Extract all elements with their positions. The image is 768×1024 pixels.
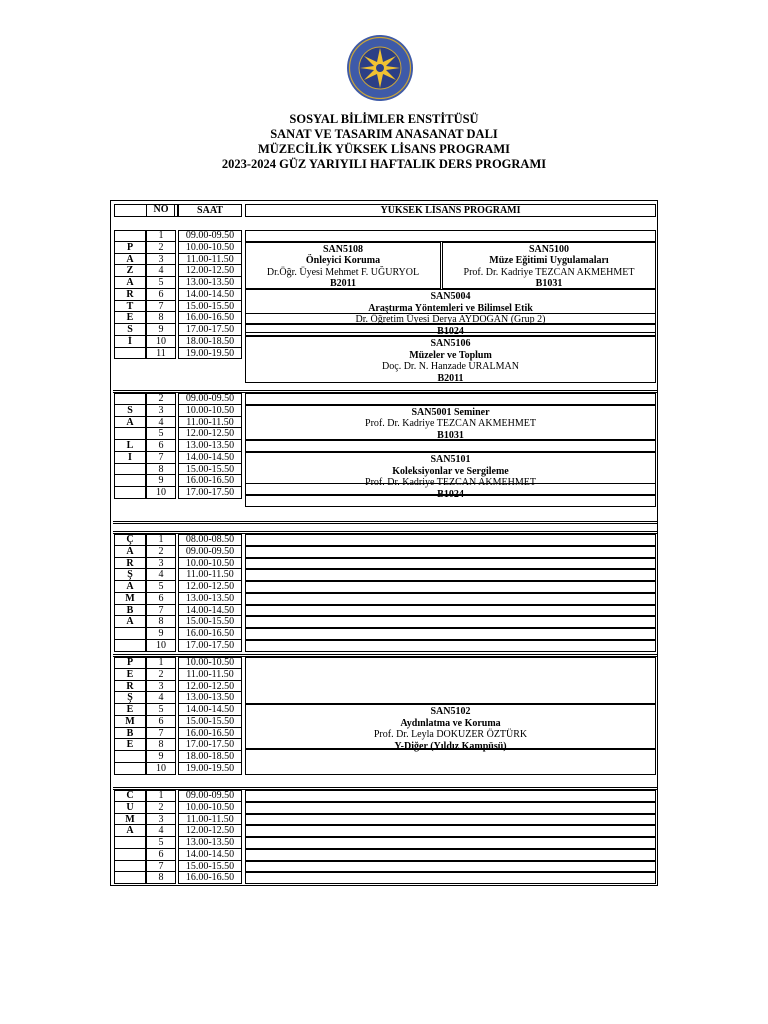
row-time: 16.00-16.50 — [178, 728, 242, 740]
row-time: 14.00-14.50 — [178, 849, 242, 861]
row-time: 11.00-11.50 — [178, 669, 242, 681]
row-time: 17.00-17.50 — [178, 487, 242, 499]
empty-slot — [245, 393, 656, 405]
row-letter-cell — [114, 348, 146, 360]
empty-slot — [245, 802, 656, 814]
course-room: B1031 — [535, 278, 563, 290]
row-time: 13.00-13.50 — [178, 440, 242, 452]
day-letter: E — [126, 668, 134, 680]
row-time: 15.00-15.50 — [178, 716, 242, 728]
row-no: 3 — [146, 254, 176, 266]
course-room: Y-Diğer (Yıldız Kampüsü) — [394, 740, 507, 752]
row-time: 16.00-16.50 — [178, 872, 242, 884]
row-no: 1 — [146, 790, 176, 802]
empty-slot — [245, 628, 656, 640]
row-no: 10 — [146, 487, 176, 499]
day-letter: Z — [126, 265, 134, 277]
course-name: Araştırma Yöntemleri ve Bilimsel Etik — [368, 302, 533, 314]
row-letter-cell — [114, 861, 146, 873]
course-block-san5001 — [245, 405, 656, 441]
row-no: 2 — [146, 802, 176, 814]
empty-slot — [245, 440, 656, 452]
empty-slot — [245, 495, 656, 507]
row-no: 4 — [146, 692, 176, 704]
empty-slot — [245, 849, 656, 861]
course-code: SAN5001 Seminer — [411, 406, 490, 418]
row-no: 11 — [146, 348, 176, 360]
empty-slot — [245, 313, 656, 325]
course-name: Koleksiyonlar ve Sergileme — [392, 465, 509, 477]
row-no: 2 — [146, 669, 176, 681]
day-separator — [113, 521, 657, 524]
day-letter: B — [126, 604, 134, 616]
row-time: 14.00-14.50 — [178, 452, 242, 464]
row-no: 10 — [146, 640, 176, 652]
day-letter: R — [126, 557, 134, 569]
row-no: 7 — [146, 728, 176, 740]
title-line-2: SANAT VE TASARIM ANASANAT DALI — [270, 127, 498, 141]
day-letter: İ — [128, 335, 132, 347]
row-time: 13.00-13.50 — [178, 277, 242, 289]
day-letter: E — [126, 704, 134, 715]
course-block-san5102 — [245, 704, 656, 752]
row-letter-cell — [114, 640, 146, 652]
row-time: 12.00-12.50 — [178, 428, 242, 440]
day-letter: A — [126, 416, 134, 428]
day-letter: L — [126, 440, 134, 451]
row-time: 14.00-14.50 — [178, 289, 242, 301]
course-room: B1024 — [437, 488, 464, 500]
empty-slot — [245, 230, 656, 242]
empty-slot — [245, 569, 656, 581]
empty-slot — [245, 593, 656, 605]
course-name: Müze Eğitimi Uygulamaları — [489, 255, 609, 267]
row-no: 4 — [146, 417, 176, 429]
empty-slot — [245, 837, 656, 849]
row-time: 12.00-12.50 — [178, 681, 242, 693]
row-time: 18.00-18.50 — [178, 751, 242, 763]
course-instructor: Dr. Öğretim Üyesi Derya AYDOĞAN (Grup 2) — [355, 314, 546, 325]
day-letter: B — [126, 727, 134, 739]
row-no: 9 — [146, 751, 176, 763]
empty-slot — [245, 324, 656, 336]
course-name: Aydınlatma ve Koruma — [400, 717, 501, 729]
row-no: 3 — [146, 814, 176, 826]
row-no: 5 — [146, 428, 176, 440]
row-time: 12.00-12.50 — [178, 825, 242, 837]
row-time: 15.00-15.50 — [178, 464, 242, 476]
course-code: SAN5106 — [430, 338, 471, 349]
row-letter-cell — [114, 837, 146, 849]
row-time: 10.00-10.50 — [178, 242, 242, 254]
row-time: 16.00-16.50 — [178, 475, 242, 487]
course-instructor: Prof. Dr. Kadriye TEZCAN AKMEHMET — [463, 266, 635, 278]
day-letter: U — [126, 801, 134, 813]
day-letter: S — [127, 404, 133, 416]
course-name: Müzeler ve Toplum — [409, 349, 492, 361]
empty-slot — [245, 825, 656, 837]
course-code: SAN5101 — [430, 454, 471, 465]
row-time: 14.00-14.50 — [178, 605, 242, 617]
row-no: 10 — [146, 336, 176, 348]
course-room: B2011 — [437, 372, 464, 384]
title-line-4: 2023-2024 GÜZ YARIYILI HAFTALIK DERS PROGRAMI — [221, 157, 547, 171]
row-time: 13.00-13.50 — [178, 837, 242, 849]
row-time: 12.00-12.50 — [178, 265, 242, 277]
row-letter-cell — [114, 464, 146, 476]
row-time: 08.00-08.50 — [178, 534, 242, 546]
row-no: 8 — [146, 464, 176, 476]
course-instructor: Prof. Dr. Leyla DOKUZER ÖZTÜRK — [373, 729, 528, 740]
row-letter-cell — [114, 428, 146, 440]
course-block-san5100 — [442, 242, 656, 289]
row-no: 3 — [146, 558, 176, 570]
row-no: 5 — [146, 704, 176, 716]
course-name: Önleyici Koruma — [305, 255, 381, 267]
row-letter-cell — [114, 849, 146, 861]
row-no: 6 — [146, 849, 176, 861]
day-letter: E — [126, 312, 134, 324]
empty-slot — [245, 605, 656, 617]
row-letter-cell — [114, 872, 146, 884]
course-instructor: Dr.Öğr. Üyesi Mehmet F. UĞURYOL — [266, 266, 420, 278]
row-time: 11.00-11.50 — [178, 814, 242, 826]
row-no: 8 — [146, 312, 176, 324]
day-letter: Ş — [127, 569, 133, 581]
day-letter: A — [126, 253, 134, 265]
header-no: NO — [153, 204, 169, 215]
day-letter: A — [126, 581, 134, 592]
row-time: 11.00-11.50 — [178, 254, 242, 266]
row-letter-cell — [114, 475, 146, 487]
course-block-san5106 — [245, 336, 656, 383]
row-letter-cell — [114, 393, 146, 405]
row-no: 8 — [146, 739, 176, 751]
empty-slot — [245, 814, 656, 826]
title-line-1: SOSYAL BİLİMLER ENSTİTÜSÜ — [289, 112, 479, 126]
row-time: 17.00-17.50 — [178, 324, 242, 336]
row-time: 19.00-19.50 — [178, 348, 242, 360]
row-no: 7 — [146, 452, 176, 464]
row-time: 11.00-11.50 — [178, 417, 242, 429]
empty-slot — [245, 872, 656, 884]
day-letter: M — [125, 813, 135, 825]
day-letter: T — [126, 300, 134, 312]
day-letter: I — [128, 451, 132, 463]
day-letter: M — [125, 715, 135, 727]
course-instructor: Prof. Dr. Kadriye TEZCAN AKMEHMET — [365, 418, 536, 430]
row-letter-cell — [114, 763, 146, 775]
row-time: 14.00-14.50 — [178, 704, 242, 716]
empty-slot — [245, 616, 656, 628]
row-no: 3 — [146, 681, 176, 693]
course-code: SAN5108 — [322, 243, 363, 255]
row-no: 6 — [146, 440, 176, 452]
row-time: 09.00-09.50 — [178, 230, 242, 242]
course-room: B1024 — [437, 325, 464, 337]
row-no: 2 — [146, 242, 176, 254]
document-title — [0, 112, 768, 172]
row-time: 17.00-17.50 — [178, 739, 242, 751]
day-letter: A — [126, 277, 134, 288]
row-time: 09.00-09.50 — [178, 546, 242, 558]
empty-slot — [245, 861, 656, 873]
course-room: B1031 — [437, 429, 464, 441]
row-time: 19.00-19.50 — [178, 763, 242, 775]
row-letter-cell — [114, 230, 146, 242]
row-no: 8 — [146, 872, 176, 884]
empty-slot — [245, 640, 656, 652]
row-no: 6 — [146, 289, 176, 301]
row-letter-cell — [114, 751, 146, 763]
empty-block — [245, 749, 656, 774]
empty-slot — [245, 534, 656, 546]
row-no: 3 — [146, 405, 176, 417]
row-letter-cell — [114, 628, 146, 640]
row-no: 7 — [146, 605, 176, 617]
row-time: 15.00-15.50 — [178, 861, 242, 873]
course-block-san5108 — [245, 242, 441, 289]
empty-block — [245, 657, 656, 704]
course-code: SAN5004 — [430, 291, 471, 302]
row-no: 9 — [146, 324, 176, 336]
row-no: 8 — [146, 616, 176, 628]
day-letter: A — [126, 616, 134, 628]
row-no: 2 — [146, 546, 176, 558]
empty-slot — [245, 483, 656, 495]
row-time: 15.00-15.50 — [178, 616, 242, 628]
row-time: 10.00-10.50 — [178, 657, 242, 669]
row-time: 16.00-16.50 — [178, 628, 242, 640]
row-no: 2 — [146, 393, 176, 405]
day-letter: Ç — [126, 534, 134, 545]
row-time: 15.00-15.50 — [178, 301, 242, 313]
row-letter-cell — [114, 487, 146, 499]
row-time: 13.00-13.50 — [178, 692, 242, 704]
row-no: 1 — [146, 534, 176, 546]
header-no-box — [146, 204, 178, 217]
day-letter: S — [127, 324, 133, 335]
row-time: 09.00-09.50 — [178, 393, 242, 405]
row-no: 5 — [146, 277, 176, 289]
empty-slot — [245, 546, 656, 558]
day-letter: M — [125, 592, 135, 604]
row-time: 18.00-18.50 — [178, 336, 242, 348]
row-no: 7 — [146, 301, 176, 313]
empty-slot — [245, 558, 656, 570]
empty-slot — [245, 581, 656, 593]
header-saat: SAAT — [178, 204, 242, 217]
row-no: 6 — [146, 593, 176, 605]
day-letter: P — [126, 657, 134, 668]
course-room: B2011 — [329, 278, 357, 290]
day-letter: Ş — [127, 692, 133, 704]
course-instructor: Doç. Dr. N. Hanzade URALMAN — [382, 361, 519, 372]
day-letter: P — [126, 241, 134, 253]
row-time: 12.00-12.50 — [178, 581, 242, 593]
day-letter: C — [126, 790, 134, 801]
title-line-3: MÜZECİLİK YÜKSEK LİSANS PROGRAMI — [257, 142, 510, 156]
row-no: 9 — [146, 475, 176, 487]
row-time: 17.00-17.50 — [178, 640, 242, 652]
row-no: 5 — [146, 837, 176, 849]
day-letter: A — [126, 545, 134, 557]
row-time: 09.00-09.50 — [178, 790, 242, 802]
day-letter: R — [126, 288, 134, 300]
row-no: 4 — [146, 569, 176, 581]
row-no: 7 — [146, 861, 176, 873]
day-letter: R — [126, 680, 134, 692]
row-no: 6 — [146, 716, 176, 728]
row-time: 13.00-13.50 — [178, 593, 242, 605]
university-logo — [346, 34, 414, 102]
row-no: 4 — [146, 265, 176, 277]
row-no: 4 — [146, 825, 176, 837]
row-time: 16.00-16.50 — [178, 312, 242, 324]
row-time: 10.00-10.50 — [178, 405, 242, 417]
row-no: 10 — [146, 763, 176, 775]
course-instructor: Prof. Dr. Kadriye TEZCAN AKMEHMET — [365, 477, 536, 488]
header-program: YÜKSEK LİSANS PROGRAMI — [245, 204, 656, 217]
row-time: 11.00-11.50 — [178, 569, 242, 581]
schedule-table — [110, 200, 658, 886]
row-time: 10.00-10.50 — [178, 802, 242, 814]
day-letter: E — [126, 739, 134, 751]
empty-slot — [245, 790, 656, 802]
row-no: 1 — [146, 230, 176, 242]
row-no: 1 — [146, 657, 176, 669]
course-code: SAN5100 — [528, 243, 569, 255]
course-code: SAN5102 — [430, 706, 471, 717]
row-no: 5 — [146, 581, 176, 593]
row-time: 10.00-10.50 — [178, 558, 242, 570]
day-letter: A — [126, 825, 134, 837]
row-no: 9 — [146, 628, 176, 640]
